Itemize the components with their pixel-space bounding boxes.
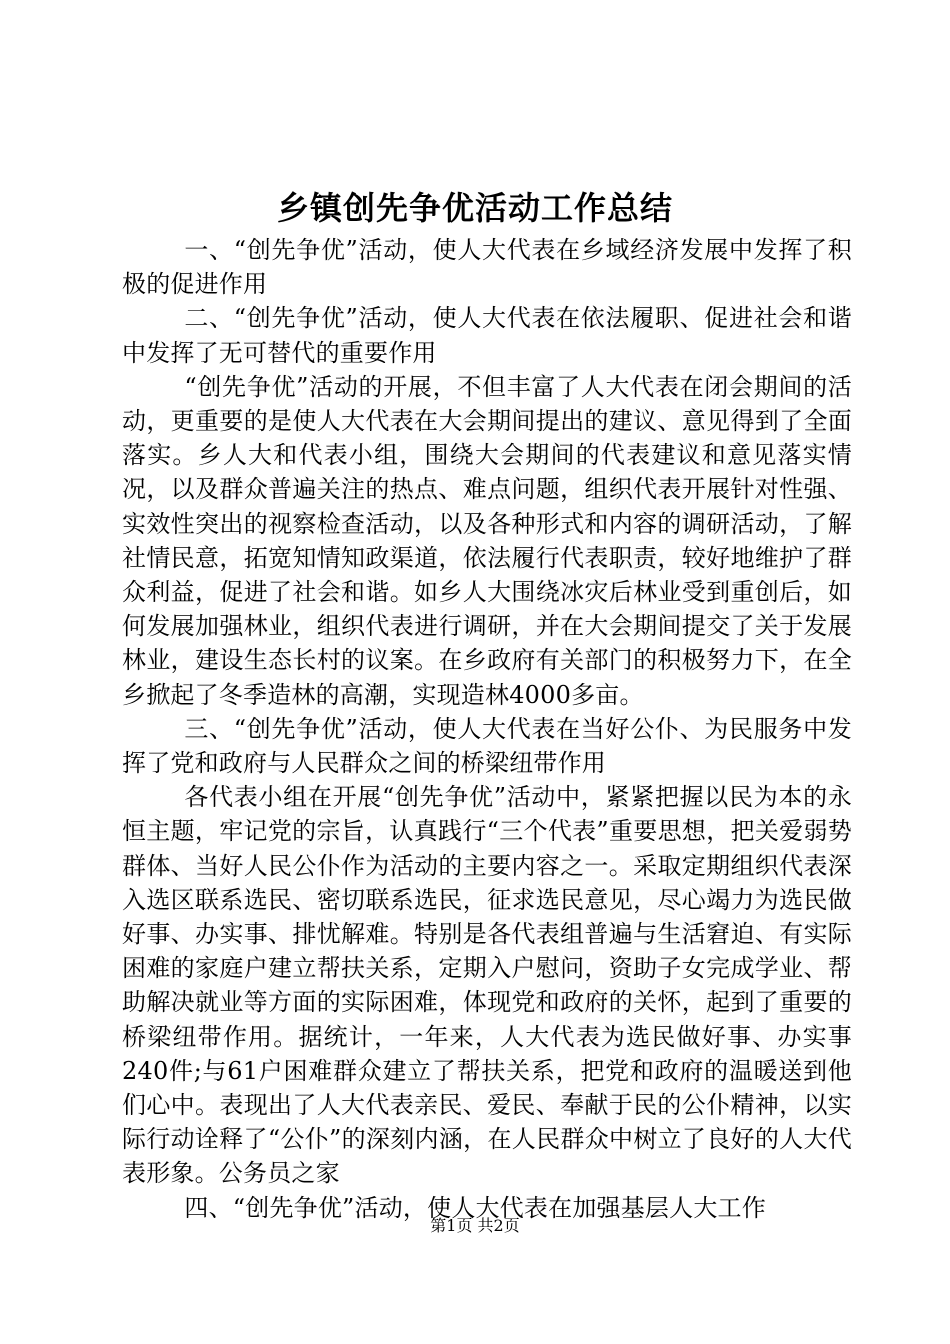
section-heading-1: 一、“创先争优”活动，使人大代表在乡域经济发展中发挥了积极的促进作用 xyxy=(122,236,852,299)
section-heading-3: 三、“创先争优”活动，使人大代表在当好公仆、为民服务中发挥了党和政府与人民群众之间的桥梁纽带作用 xyxy=(122,714,852,778)
section-heading-2: 二、“创先争优”活动，使人大代表在依法履职、促进社会和谐中发挥了无可替代的重要作用 xyxy=(122,304,852,367)
page-title: 乡镇创先争优活动工作总结 xyxy=(276,189,673,227)
page-number-footer: 第1页 共2页 xyxy=(430,1216,520,1235)
body-paragraph: “创先争优”活动的开展，不但丰富了人大代表在闭会期间的活动，更重要的是使人大代表在大会期间提出的建议、意见得到了全面落实。乡人大和代表小组，围绕大会期间的代表建议和意见落实情况，以及群众普遍关注的热点、难点问题，组织代表开展针对性强、实效性突出的视察检查活动，以及各种形式和内容的调研活动，了解社情民意，拓宽知情知政渠道，依法履行代表职责，较好地维护了群众利益，促进了社会和谐。如乡人大围绕冰灾后林业受到重创后，如何发展加强林业，组织代表进行调研，并在大会期间提交了关于发展林业，建设生态长村的议案。在乡政府有关部门的积极努力下，在全乡掀起了冬季造林的高潮，实现造林4000多亩。 xyxy=(122,372,852,709)
section-heading-4: 四、“创先争优”活动，使人大代表在加强基层人大工作 xyxy=(184,1193,766,1222)
document-body xyxy=(122,233,852,1225)
body-paragraph: 各代表小组在开展“创先争优”活动中，紧紧把握以民为本的永恒主题，牢记党的宗旨，认真践行“三个代表”重要思想，把关爱弱势群体、当好人民公仆作为活动的主要内容之一。采取定期组织代表深入选区联系选民、密切联系选民，征求选民意见，尽心竭力为选民做好事、办实事、排忧解难。特别是各代表组普遍与生活窘迫、有实际困难的家庭户建立帮扶关系，定期入户慰问，资助子女完成学业、帮助解决就业等方面的实际困难，体现党和政府的关怀，起到了重要的桥梁纽带作用。据统计，一年来，人大代表为选民做好事、办实事240件;与61户困难群众建立了帮扶关系，把党和政府的温暖送到他们心中。表现出了人大代表亲民、爱民、奉献于民的公仆精神，以实际行动诠释了“公仆”的深刻内涵，在人民群众中树立了良好的人大代表形象。公务员之家 xyxy=(122,783,852,1188)
